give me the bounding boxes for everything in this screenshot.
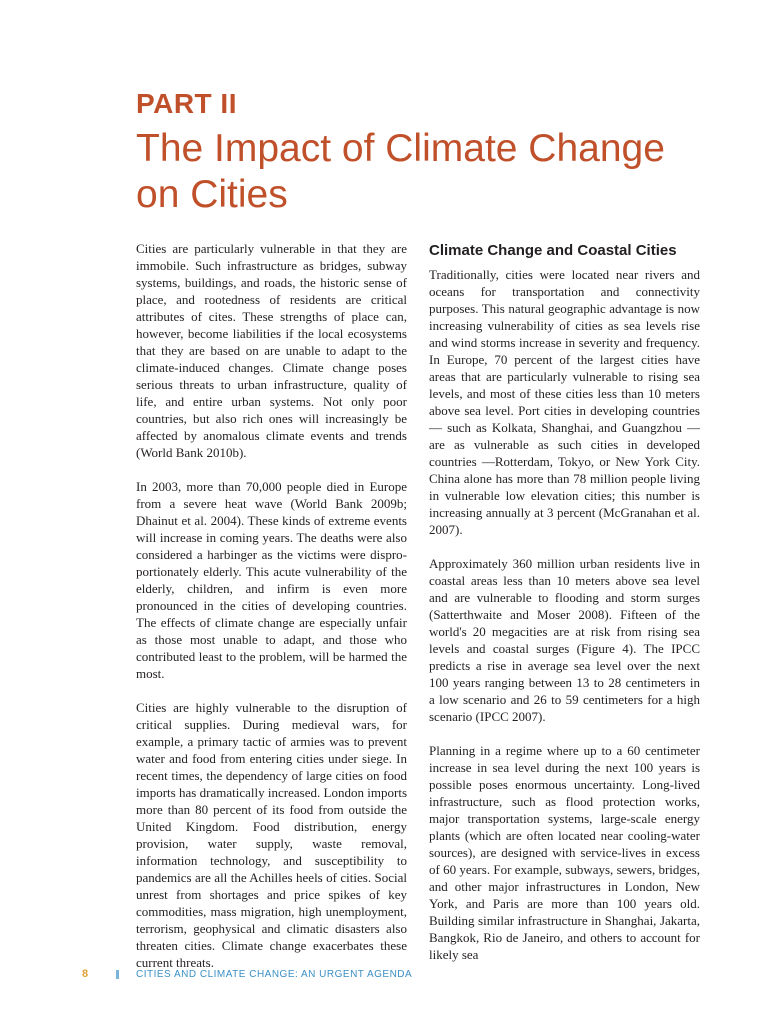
page-title: The Impact of Climate Change on Cities [136, 127, 665, 216]
paragraph: Cities are particularly vulnerable in that they are immobile. Such infrastructure as bridges, subway systems, buildings, and roads, the historic sense of place, and rootedness of residents are critical attributes of cites. These strengths of place can, however, become liabilities if the local ecosystems that they are based on are unable to adapt to the climate-induced changes. Climate change poses serious threats to urban infrastructure, quality of life, and entire urban systems. Not only poor countries, but also rich ones will increasingly be affected by anomalous climate events and trends (World Bank 2010b). [136, 241, 407, 460]
paragraph: Planning in a regime where up to a 60 centimeter increase in sea level during the next 100 years is possible poses enormous uncertainty. Long-lived infrastructure, such as flood protection works, major transportation systems, large-scale energy plants (which are often located near cooling-water sources), are designed with service-lives in excess of 60 years. For example, subways, sewers, bridges, and other major infrastructures in London, New York, and Paris are more than 100 years old. Building similar infrastructure in Shanghai, Jakarta, Bangkok, Rio de Janeiro, and others to account for likely sea [429, 743, 700, 962]
paragraph: Approximately 360 million urban residents live in coastal areas less than 10 meters above sea level and are vulnerable to flooding and storm surges (Satterthwaite and Moser 2008). Fifteen of the world's 20 megacities are at risk from rising sea levels and coastal surges (Figure 4). The IPCC predicts a rise in average sea level over the next 100 years ranging between 13 to 28 centimeters in a low scenario and 26 to 59 centimeters for a high scenario (IPCC 2007). [429, 556, 700, 724]
page-number: 8 [82, 968, 89, 980]
running-title: CITIES AND CLIMATE CHANGE: AN URGENT AGENDA [136, 969, 413, 980]
left-column [136, 240, 407, 988]
section-heading: Climate Change and Coastal Cities [429, 242, 677, 259]
paragraph: In 2003, more than 70,000 people died in Europe from a severe heat wave (World Bank 2009b; Dhainut et al. 2004). These kinds of extreme events will increase in coming years. The deaths were also considered a harbinger as the victims were dispro-portionately elderly. This acute vulnerability of the elderly, children, and infirm is even more pronounced in the cities of developing countries. The effects of climate change are especially unfair as those most unable to adapt, and those who contributed least to the problem, will be harmed the most. [136, 479, 407, 681]
page-footer [0, 966, 768, 986]
part-label: PART II [136, 88, 237, 119]
paragraph: Traditionally, cities were located near rivers and oceans for transportation and connectivity purposes. This natural geographic advantage is now increasing vulnerability of cities as sea levels rise and wind storms increase in severity and frequency. In Europe, 70 percent of the largest cities have areas that are particularly vulnerable to rising sea levels, and most of these cities less than 10 meters above sea level. Port cities in developing countries — such as Kolkata, Shanghai, and Guangzhou — are as vulnerable as such cities in developed countries —Rotterdam, Tokyo, or New York City. China alone has more than 78 million people living in vulnerable low elevation cities; this number is increasing annually at 3 percent (McGranahan et al. 2007). [429, 267, 700, 537]
right-column [429, 241, 700, 980]
paragraph: Cities are highly vulnerable to the disruption of critical supplies. During medieval wars, for example, a primary tactic of armies was to prevent water and food from entering cities under siege. In recent times, the dependency of large cities on food imports has dramatically increased. London imports more than 80 percent of its food from outside the United Kingdom. Food distribution, energy provision, water supply, waste removal, information technology, and susceptibility to pandemics are all the Achilles heels of cities. Social unrest from shortages and price spikes of key commodities, mass migration, high unemployment, terrorism, geophysical and climatic disasters also threaten cities. Climate change exacerbates these current threats. [136, 700, 407, 970]
footer-separator [116, 970, 119, 979]
